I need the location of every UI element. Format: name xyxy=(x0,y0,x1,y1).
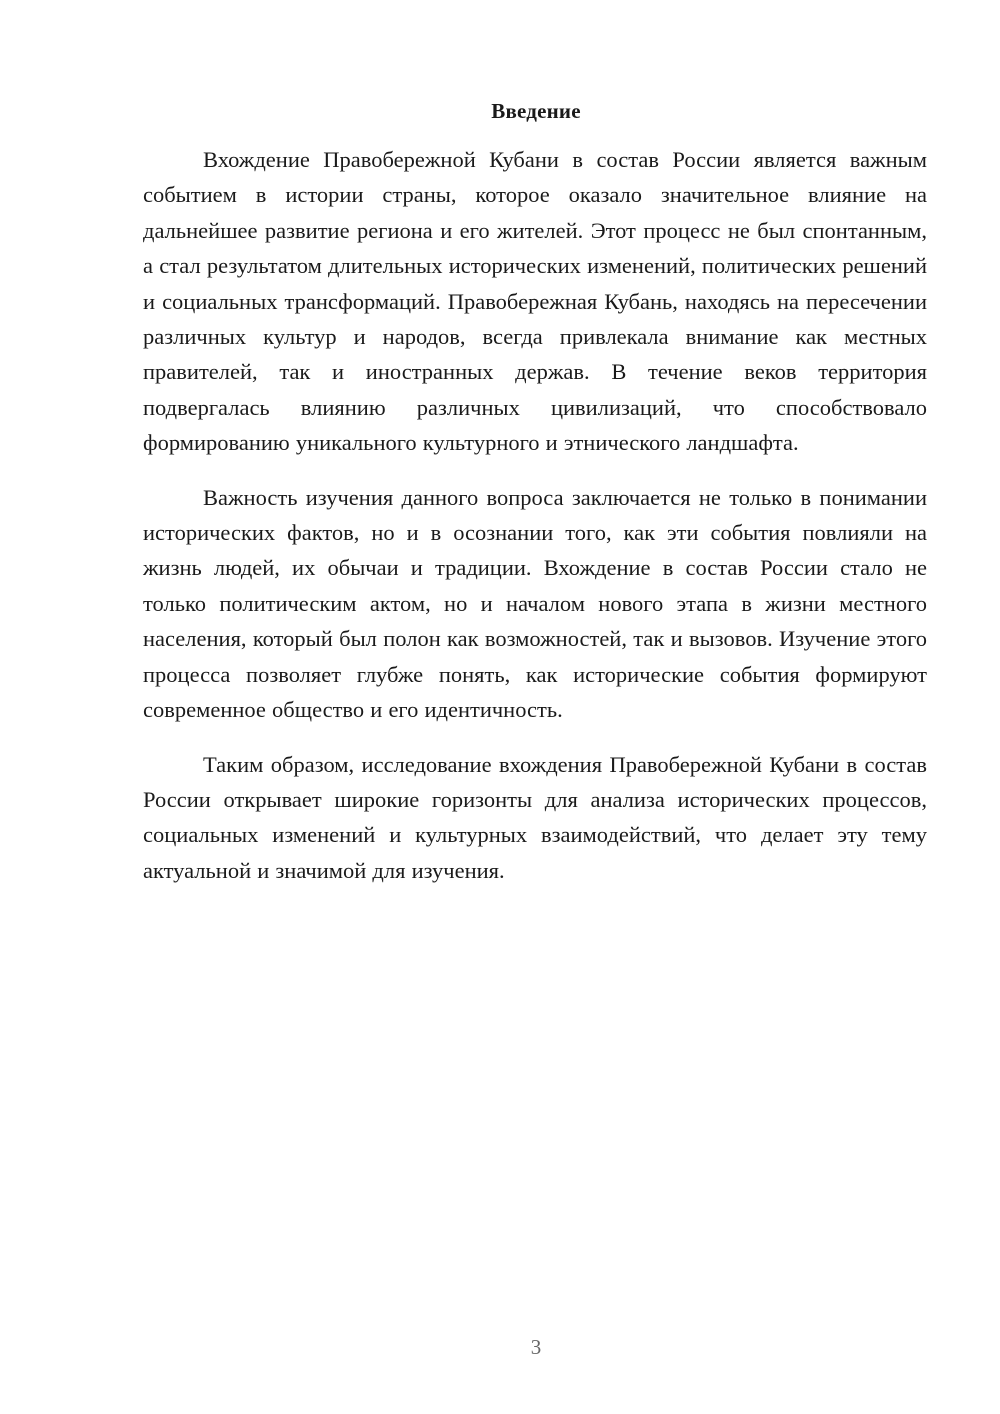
paragraph-3: Таким образом, исследование вхождения Правобережной Кубани в состав России открывает широкие горизонты для анализа исторических процессов, социальных изменений и культурных взаимодействий, что делает эту тему актуальной и значимой для изучения. xyxy=(143,751,927,883)
section-title: Введение xyxy=(491,99,581,123)
paragraph-2: Важность изучения данного вопроса заключается не только в понимании исторических фактов, но и в осознании того, как эти события повлияли на жизнь людей, их обычаи и традиции. Вхождение в состав России стало не только политическим актом, но и началом нового этапа в жизни местного населения, который был полон как возможностей, так и вызовов. Изучение этого процесса позволяет глубже понять, как исторические события формируют современное общество и его идентичность. xyxy=(143,484,927,723)
body-text xyxy=(143,142,927,888)
page-number: 3 xyxy=(530,1335,542,1359)
paragraph-1: Вхождение Правобережной Кубани в состав России является важным событием в истории страны, которое оказало значительное влияние на дальнейшее развитие региона и его жителей. Этот процесс не был спонтанным, а стал результатом длительных исторических изменений, политических решений и социальных трансформаций. Правобережная Кубань, находясь на пересечении различных культур и народов, всегда привлекала внимание как местных правителей, так и иностранных держав. В течение веков территория подвергалась влиянию различных цивилизаций, что способствовало формированию уникального культурного и этнического ландшафта. xyxy=(143,147,927,456)
